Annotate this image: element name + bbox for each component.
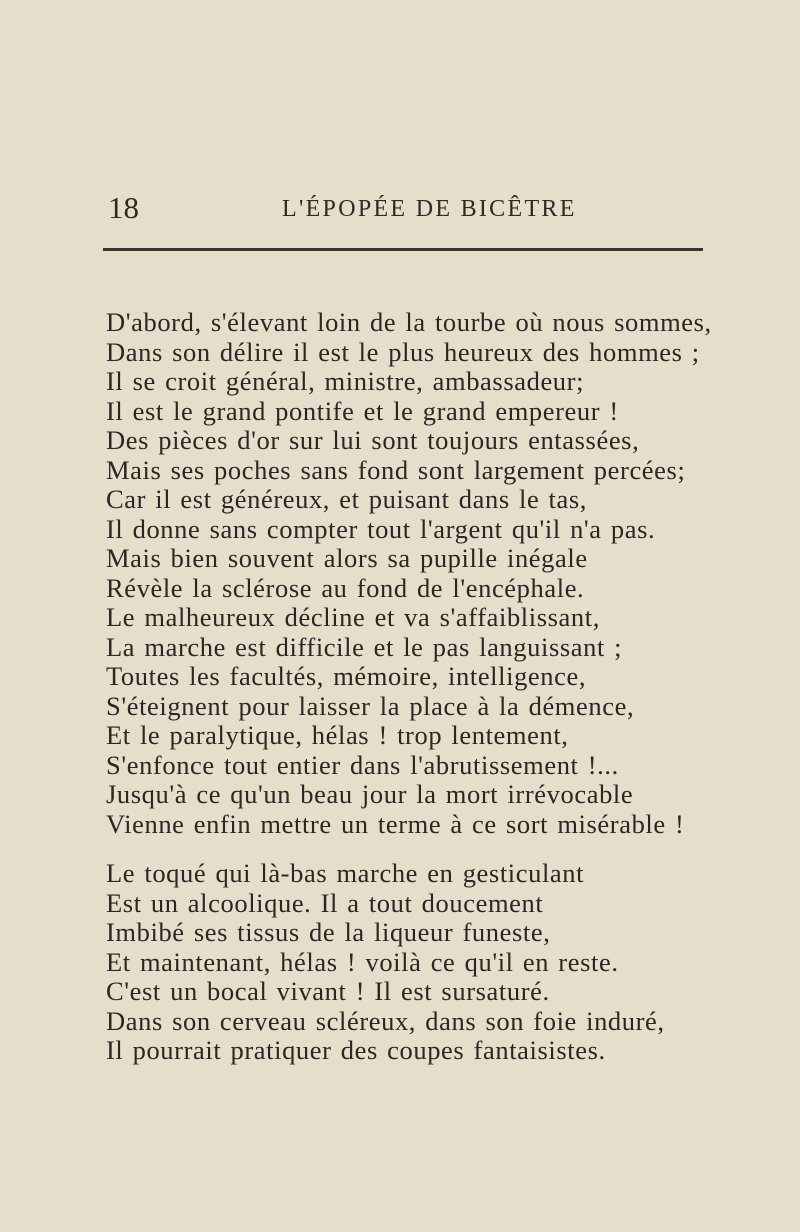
verse-line: Le malheureux décline et va s'affaiblissant,: [106, 602, 600, 632]
running-title: L'ÉPOPÉE DE BICÊTRE: [282, 196, 577, 222]
verse-line: Le toqué qui là-bas marche en gesticulant: [106, 858, 585, 888]
verse-line: Et le paralytique, hélas ! trop lentement,: [106, 720, 569, 750]
stanza: [106, 859, 746, 1066]
verse-line: La marche est difficile et le pas languissant ;: [106, 631, 623, 662]
verse-line: Il pourrait pratiquer des coupes fantaisistes.: [106, 1035, 606, 1065]
verse-line: Dans son cerveau scléreux, dans son foie induré,: [106, 1005, 665, 1036]
verse-line: C'est un bocal vivant ! Il est sursaturé.: [106, 976, 550, 1006]
verse-line: Révèle la sclérose au fond de l'encéphale.: [106, 572, 585, 603]
verse-line: Est un alcoolique. Il a tout doucement: [106, 887, 544, 918]
verse-line: Car il est généreux, et puisant dans le tas,: [106, 484, 587, 514]
page-header: [108, 190, 700, 230]
verse-line: Imbibé ses tissus de la liqueur funeste,: [106, 917, 551, 947]
verse-line: Il donne sans compter tout l'argent qu'il n'a pas.: [106, 513, 656, 544]
verse-line: Il est le grand pontife et le grand empereur !: [106, 395, 619, 426]
verse-line: Il se croit général, ministre, ambassadeur;: [106, 366, 585, 396]
verse-line: Vienne enfin mettre un terme à ce sort misérable !: [106, 808, 685, 839]
verse-line: Mais bien souvent alors sa pupille inégale: [106, 543, 588, 573]
verse-line: Jusqu'à ce qu'un beau jour la mort irrévocable: [106, 779, 634, 809]
header-rule: [103, 248, 703, 251]
verse-line: Toutes les facultés, mémoire, intelligence,: [106, 661, 587, 691]
verse-line: Dans son délire il est le plus heureux des hommes ;: [106, 336, 700, 367]
verse-line: Mais ses poches sans fond sont largement percées;: [106, 454, 686, 485]
verse-line: S'enfonce tout entier dans l'abrutissement !...: [106, 749, 619, 780]
verse-line: D'abord, s'élevant loin de la tourbe où nous sommes,: [106, 307, 712, 337]
page-number: 18: [108, 190, 139, 225]
verse-line: S'éteignent pour laisser la place à la démence,: [106, 690, 635, 721]
verse-line: Des pièces d'or sur lui sont toujours entassées,: [106, 425, 640, 455]
verse-line: Et maintenant, hélas ! voilà ce qu'il en reste.: [106, 946, 619, 977]
stanza: [106, 308, 746, 839]
